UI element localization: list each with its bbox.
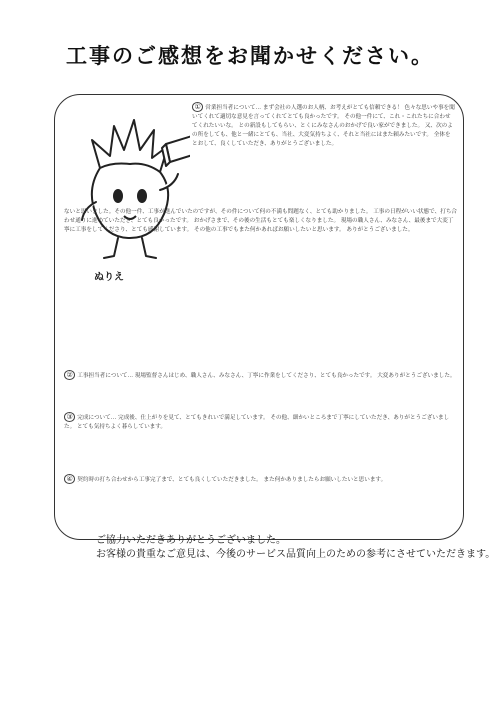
comment-number: ② [64, 370, 75, 380]
comment-construction [64, 370, 458, 381]
footer-note [96, 534, 495, 562]
comment-number: ③ [64, 412, 75, 422]
comment-completion [64, 412, 458, 432]
comment-completion-text: 完成について… 完成後、仕上がりを見て、とてもきれいで満足しています。 その他、細かいところまで丁寧にしていただき、ありがとうございました。 とても気持ちよく暮らしています。 [64, 415, 450, 431]
page-title: 工事のご感想をお聞かせください。 [66, 44, 434, 68]
comment-construction-text: 工事担当者について… 現場監督さんはじめ、職人さん、みなさん、丁寧に作業をしてくださり、とても良かったです。 大変ありがとうございました。 [77, 373, 456, 379]
comment-sales-text: 営業担当者について… まず会社の人選のお人柄、お考えがとても信頼できる！ 色々な思いや事を聞いてくれて適切な意見を言ってくれてとても良かったです。 その他一件にて、これ・これたちに合わせてくれたいいな。 との新設もしてもらい、とくにみなさんのおかげで良い家ができました。 又、次のよの所をしても、他と一緒にとても、当社、大変気持ちよく、それと当社にはまた頼みたいです。 全体をとおして、良くしていただき、ありがとうございました。 [192, 105, 455, 147]
footer-thanks: ご協力いただきありがとうございました。 [96, 535, 286, 546]
mascot-label: ぬりえ [94, 272, 124, 283]
comment-number: ① [192, 102, 203, 112]
mascot-illustration-icon [70, 110, 190, 270]
comment-overall [64, 474, 458, 485]
comment-number: ④ [64, 474, 75, 484]
footer-disclaimer: お客様の貴重なご意見は、今後のサービス品質向上のための参考にさせていただきます。 [96, 549, 496, 560]
comment-sales [192, 102, 456, 149]
comment-overall-text: 契約時の打ち合わせから工事完了まで、とても良くしていただきました。 また何かありましたらお願いしたいと思います。 [77, 477, 387, 483]
comment-sales-continued: ないと思いました。その他一件、工事が進んでいたのですが、その件について何の不満も問題なく、とても助かりました。 工事の日程がいい状態で、打ち合わせ通りに進めていただき、とても良かったです。 おかげさまで、その後の生活もとても楽しくなりました。 現場の職人さん、みなさん、最後まで大変丁寧に工事をしてくださり、とても感謝しています。 その他の工事でもまた何かあればお願いしたいと思います。 ありがとうございました。 [64, 209, 458, 233]
